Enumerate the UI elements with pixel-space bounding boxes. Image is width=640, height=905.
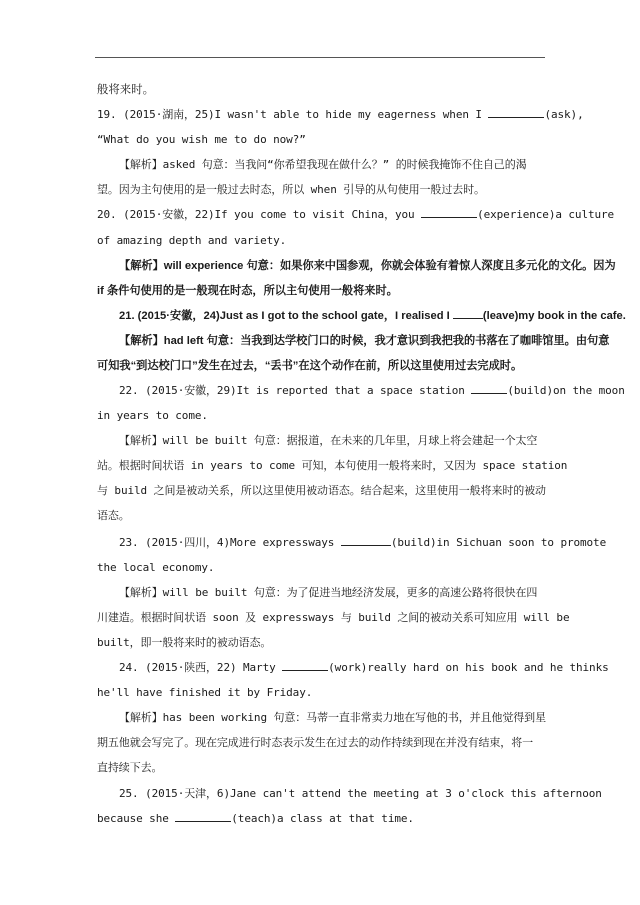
question-23-cont: the local economy. <box>97 561 215 574</box>
question-text: 20. (2015·安徽，22)If you come to visit China，you <box>97 208 422 221</box>
question-24 <box>119 660 609 676</box>
question-20 <box>97 207 614 223</box>
answer-blank <box>175 811 231 822</box>
question-19-cont: “What do you wish me to do now?” <box>97 133 306 146</box>
answer-21-cont: 可知我“到达校门口”发生在过去，“丢书”在这个动作在前，所以这里使用过去完成时。 <box>97 360 523 372</box>
question-21 <box>119 308 626 324</box>
answer-23-cont: 川建造。根据时间状语 soon 及 expressways 与 build 之间的被动关系可知应用 will be <box>97 611 570 624</box>
answer-20-cont: if 条件句使用的是一般现在时态，所以主句使用一般将来时。 <box>97 285 398 297</box>
question-22 <box>119 383 625 399</box>
question-text: 24. (2015·陕西，22) Marty <box>119 661 283 674</box>
question-text: (ask), <box>544 108 584 121</box>
answer-22-cont: 与 build 之间是被动关系，所以这里使用被动语态。结合起来，这里使用一般将来时的被动 <box>97 484 546 497</box>
question-20-cont: of amazing depth and variety. <box>97 234 287 247</box>
answer-blank <box>453 308 483 319</box>
answer-24-cont: 直持续下去。 <box>97 761 163 774</box>
question-text: (build)in Sichuan soon to promote <box>390 536 607 549</box>
question-text: (teach)a class at that time. <box>231 812 414 825</box>
question-text: 22. (2015·安徽，29)It is reported that a space station <box>119 384 472 397</box>
answer-19: 【解析】asked 句意：当我问“你希望我现在做什么？” 的时候我掩饰不住自己的渴 <box>119 158 527 171</box>
answer-19-cont: 望。因为主句使用的是一般过去时态，所以 when 引导的从句使用一般过去时。 <box>97 183 485 196</box>
question-text: 19. (2015·湖南，25)I wasn't able to hide my eagerness when I <box>97 108 489 121</box>
question-text: because she <box>97 812 176 825</box>
question-22-cont: in years to come. <box>97 409 208 422</box>
question-25: 25. (2015·天津，6)Jane can't attend the meeting at 3 o'clock this afternoon <box>119 787 602 800</box>
question-text: (leave)my book in the cafe. <box>482 310 626 322</box>
answer-21: 【解析】had left 句意：当我到达学校门口的时候，我才意识到我把我的书落在了咖啡馆里。由句意 <box>119 335 610 347</box>
answer-24: 【解析】has been working 句意：马蒂一直非常卖力地在写他的书，并且他觉得到星 <box>119 711 546 724</box>
question-25-cont <box>97 811 414 827</box>
header-rule <box>95 57 545 58</box>
text-line: 般将来时。 <box>97 82 154 96</box>
answer-23: 【解析】will be built 句意：为了促进当地经济发展，更多的高速公路将很快在四 <box>119 586 538 599</box>
question-text: (experience)a culture <box>477 208 615 221</box>
question-text: 23. (2015·四川，4)More expressways <box>119 536 341 549</box>
question-23 <box>119 535 606 551</box>
answer-blank <box>471 383 507 394</box>
answer-24-cont: 期五他就会写完了。现在完成进行时态表示发生在过去的动作持续到现在并没有结束，将一 <box>97 736 533 749</box>
answer-blank <box>341 535 391 546</box>
answer-blank <box>421 207 477 218</box>
answer-20: 【解析】will experience 句意：如果你来中国参观，你就会体验有着惊人深度且多元化的文化。因为 <box>119 260 616 272</box>
answer-23-cont: built，即一般将来时的被动语态。 <box>97 636 272 649</box>
question-24-cont: he'll have finished it by Friday. <box>97 686 313 699</box>
question-text: 21. (2015·安徽，24)Just as I got to the school gate，I realised I <box>119 310 453 322</box>
answer-22-cont: 语态。 <box>97 509 130 522</box>
question-text: (work)really hard on his book and he thinks <box>328 661 609 674</box>
answer-blank <box>282 660 328 671</box>
answer-blank <box>488 107 544 118</box>
question-text: (build)on the moon <box>507 384 625 397</box>
answer-22-cont: 站。根据时间状语 in years to come 可知，本句使用一般将来时，又因为 space station <box>97 459 568 472</box>
answer-22: 【解析】will be built 句意：据报道，在未来的几年里，月球上将会建起一个太空 <box>119 434 538 447</box>
question-19 <box>97 107 584 123</box>
